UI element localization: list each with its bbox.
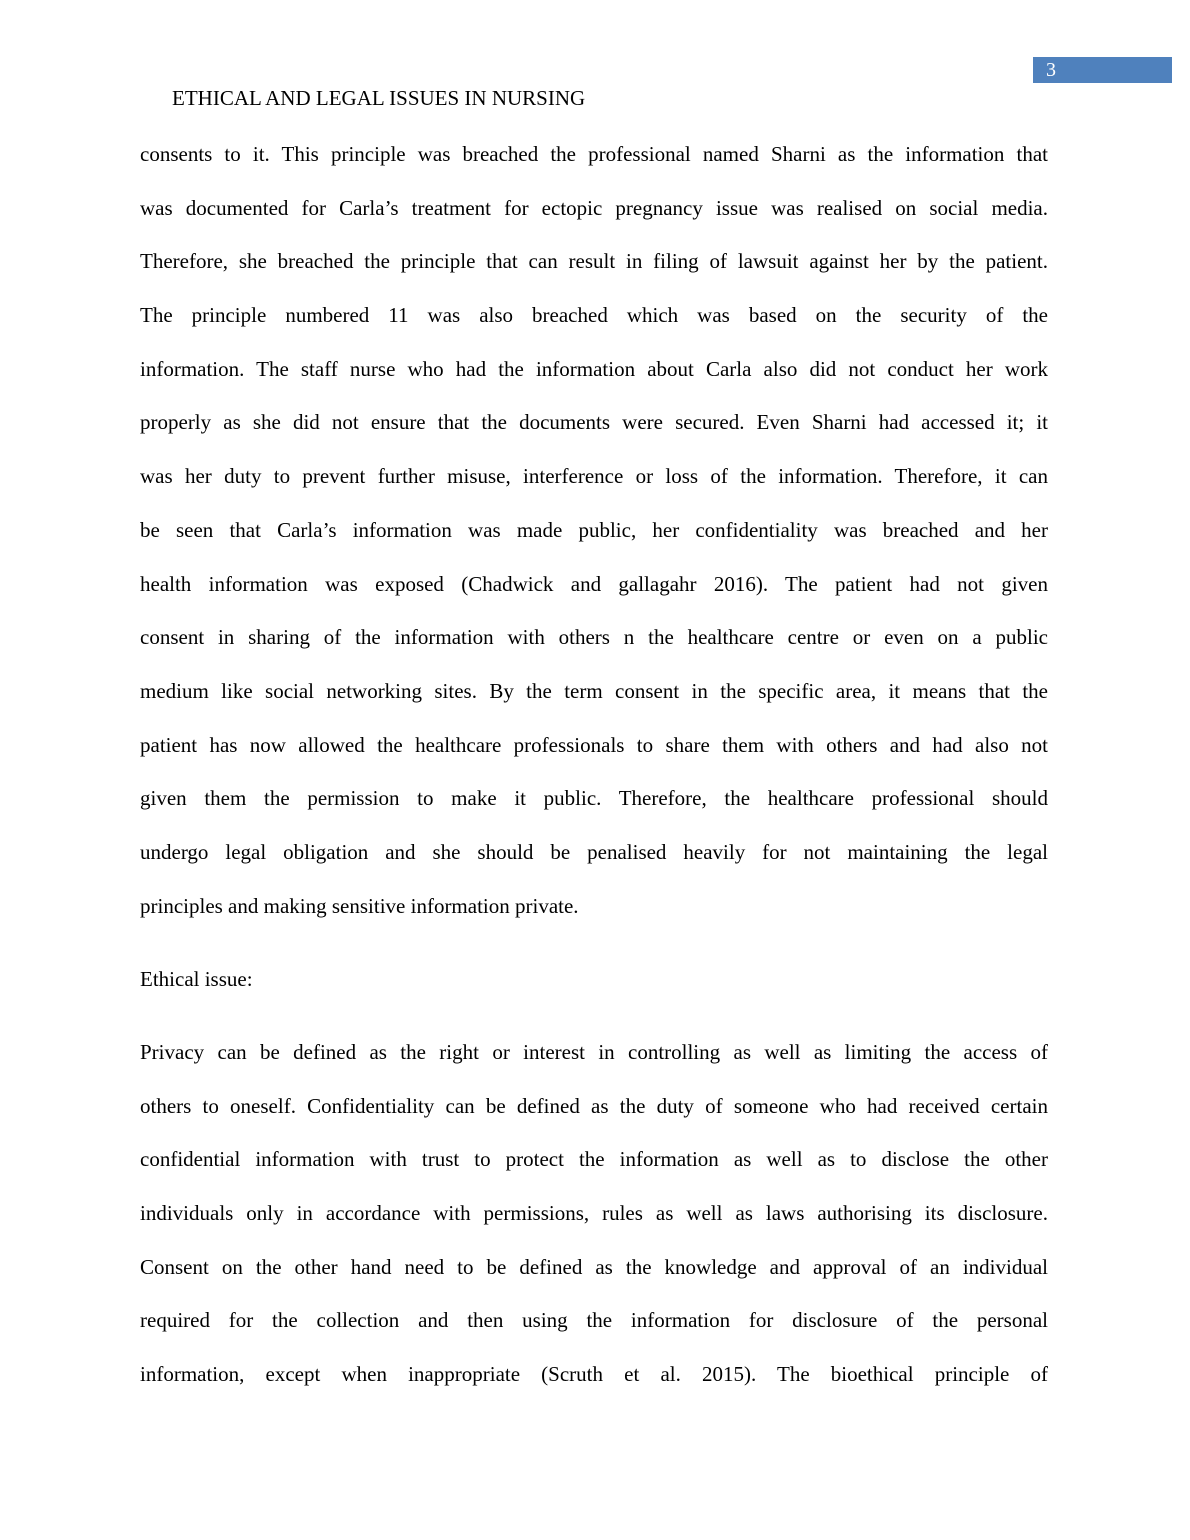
text-line: medium like social networking sites. By the term consent in the specific area, it means that the: [140, 678, 1048, 703]
text-line: be seen that Carla’s information was made public, her confidentiality was breached and her: [140, 517, 1048, 542]
running-head: ETHICAL AND LEGAL ISSUES IN NURSING: [172, 86, 586, 110]
text-line: others to oneself. Confidentiality can be defined as the duty of someone who had received certain: [140, 1093, 1048, 1118]
text-line: health information was exposed (Chadwick and gallagahr 2016). The patient had not given: [140, 571, 1048, 596]
text-line: was documented for Carla’s treatment for ectopic pregnancy issue was realised on social media.: [140, 195, 1048, 220]
text-line: Consent on the other hand need to be defined as the knowledge and approval of an individual: [140, 1254, 1048, 1279]
text-line: required for the collection and then using the information for disclosure of the personal: [140, 1308, 1048, 1333]
section-heading-ethical-issue: [140, 966, 1048, 992]
paragraph-legal-issue: [140, 141, 1048, 946]
page-number: 3: [1033, 57, 1172, 83]
text-line: confidential information with trust to protect the information as well as to disclose the other: [140, 1147, 1048, 1172]
text-line: individuals only in accordance with permissions, rules as well as laws authorising its disclosure.: [140, 1201, 1048, 1226]
text-line: was her duty to prevent further misuse, interference or loss of the information. Therefore, it can: [140, 464, 1048, 489]
section-heading-text: Ethical issue:: [140, 967, 253, 991]
text-line: properly as she did not ensure that the documents were secured. Even Sharni had accessed it; it: [140, 410, 1048, 435]
text-line: Privacy can be defined as the right or interest in controlling as well as limiting the access of: [140, 1040, 1048, 1064]
text-line: patient has now allowed the healthcare professionals to share them with others and had also not: [140, 732, 1048, 757]
text-line: given them the permission to make it public. Therefore, the healthcare professional should: [140, 786, 1048, 811]
text-line: information, except when inappropriate (Scruth et al. 2015). The bioethical principle of: [140, 1362, 1048, 1387]
text-line: principles and making sensitive information private.: [140, 893, 579, 918]
text-line: undergo legal obligation and she should be penalised heavily for not maintaining the legal: [140, 839, 1048, 864]
text-line: consent in sharing of the information with others n the healthcare centre or even on a public: [140, 625, 1048, 650]
text-line: Therefore, she breached the principle that can result in filing of lawsuit against her by the patient.: [140, 249, 1048, 274]
text-line: information. The staff nurse who had the information about Carla also did not conduct her work: [140, 356, 1048, 381]
text-line: The principle numbered 11 was also breached which was based on the security of the: [140, 303, 1048, 328]
text-line: consents to it. This principle was breached the professional named Sharni as the information that: [140, 142, 1048, 166]
paragraph-ethical-issue: [140, 1039, 1048, 1415]
